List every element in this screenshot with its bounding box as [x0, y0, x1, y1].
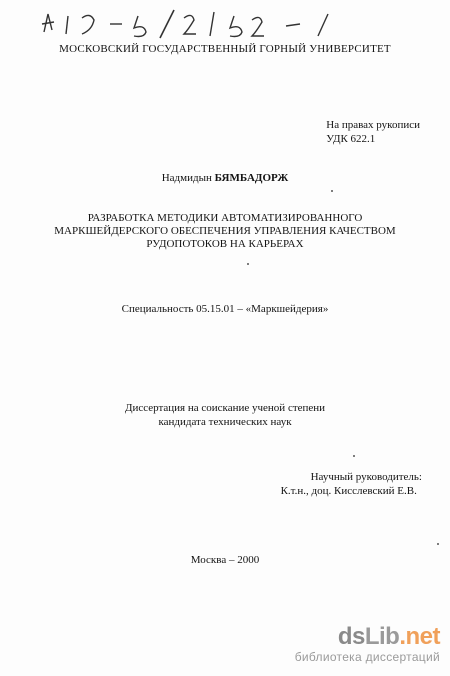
author-surname: БЯМБАДОРЖ	[214, 172, 289, 184]
scan-speck	[353, 455, 355, 457]
supervisor-label: Научный руководитель:	[310, 471, 422, 483]
rights-label: На правах рукописи	[326, 119, 420, 131]
watermark-subtitle: библиотека диссертаций	[294, 650, 440, 664]
dissertation-title	[40, 212, 410, 251]
logo-net: .net	[399, 623, 440, 650]
university-name: МОСКОВСКИЙ ГОСУДАРСТВЕННЫЙ ГОРНЫЙ УНИВЕРСИТЕТ	[59, 43, 391, 55]
logo-ds: ds	[337, 623, 365, 650]
degree-line: кандидата технических наук	[158, 416, 292, 428]
scan-speck	[247, 263, 249, 265]
title-line: РУДОПОТОКОВ НА КАРЬЕРАХ	[146, 238, 304, 250]
author-given-name: Надмидын	[161, 172, 212, 184]
author-name	[0, 172, 450, 184]
supervisor-name: К.т.н., доц. Кисслевский Е.В.	[280, 485, 417, 497]
title-line: МАРКШЕЙДЕРСКОГО ОБЕСПЕЧЕНИЯ УПРАВЛЕНИЯ КАЧЕСТВОМ	[54, 225, 396, 237]
city-year: Москва – 2000	[190, 554, 260, 566]
scan-speck	[437, 543, 439, 545]
degree-statement	[0, 401, 450, 429]
scan-speck	[331, 190, 333, 192]
handwritten-note	[38, 6, 338, 40]
manuscript-rights	[326, 118, 420, 146]
watermark-logo	[295, 624, 440, 650]
udc-code: УДК 622.1	[326, 133, 376, 145]
title-line: РАЗРАБОТКА МЕТОДИКИ АВТОМАТИЗИРОВАННОГО	[87, 212, 363, 224]
supervisor-block	[281, 470, 422, 498]
logo-lib: Lib	[364, 623, 400, 650]
dslib-watermark	[295, 624, 440, 664]
degree-line: Диссертация на соискание ученой степени	[124, 402, 326, 414]
specialty: Специальность 05.15.01 – «Маркшейдерия»	[121, 303, 329, 315]
